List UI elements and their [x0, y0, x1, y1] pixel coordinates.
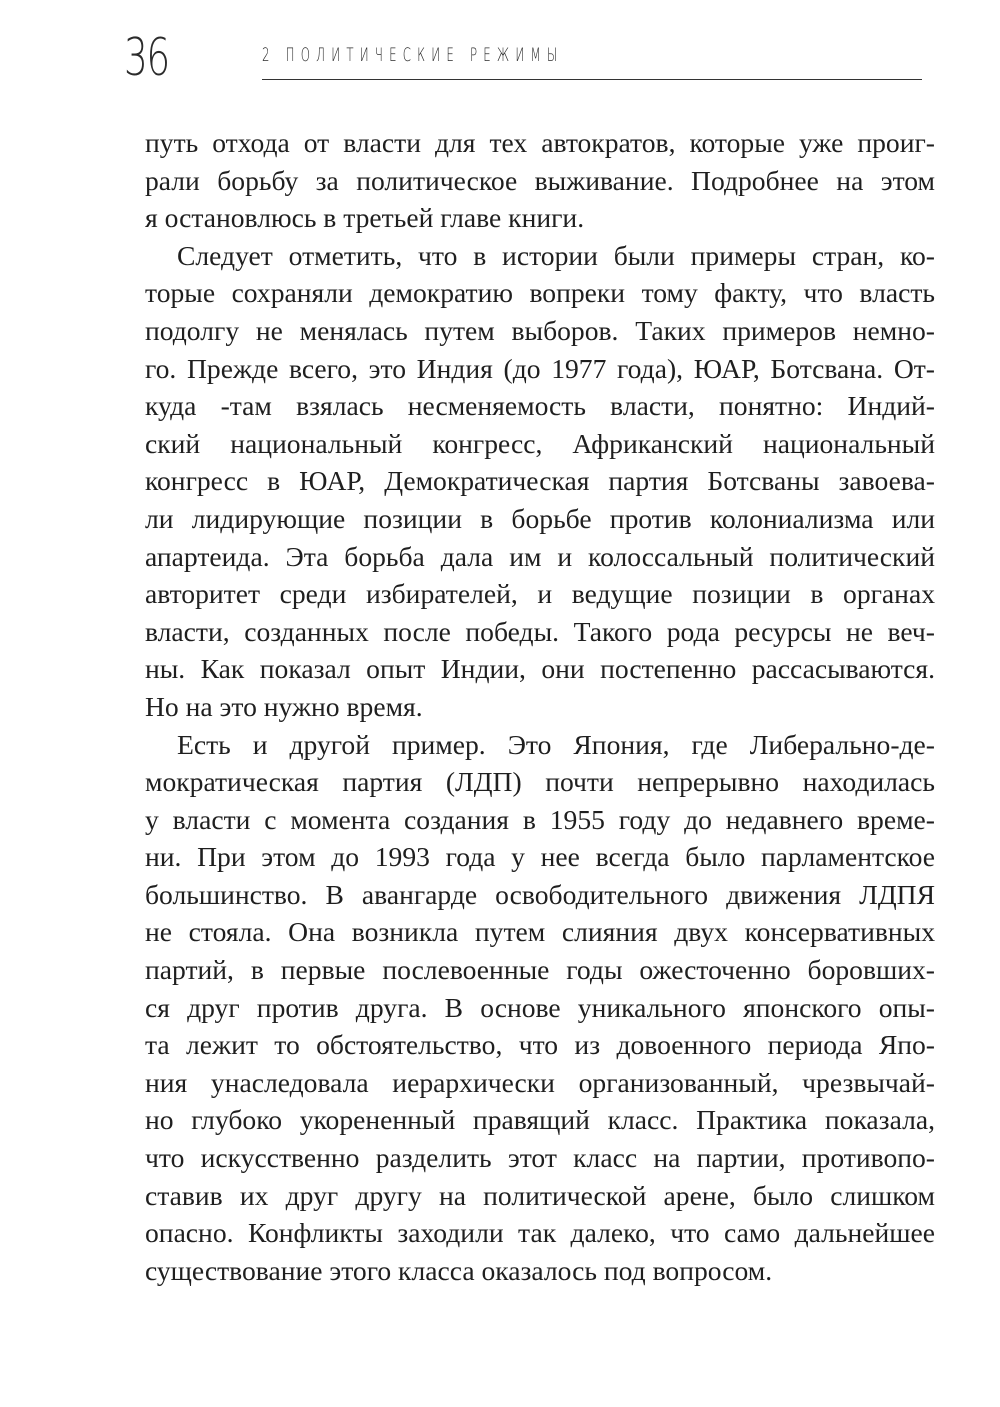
text-line: авторитет среди избирателей, и ведущие позиции в органах [145, 578, 935, 610]
text-line: конгресс в ЮАР, Демократическая партия Ботсваны завоева- [145, 465, 935, 497]
text-line: Есть и другой пример. Это Япония, где Либерально-де- [177, 728, 935, 760]
text-line: ли лидирующие позиции в борьбе против колониализма или [145, 502, 935, 534]
text-line: ся друг против друга. В основе уникального японского опы- [145, 991, 935, 1023]
text-line: мократическая партия (ЛДП) почти непрерывно находилась [145, 766, 935, 798]
text-line: го. Прежде всего, это Индия (до 1977 года), ЮАР, Ботсвана. От- [145, 352, 935, 384]
text-line: большинство. В авангарде освободительного движения ЛДПЯ [145, 878, 935, 910]
text-line: ния унаследовала иерархически организованный, чрезвычай- [145, 1066, 935, 1098]
text-line: что искусственно разделить этот класс на партии, противопо- [145, 1142, 935, 1174]
text-line: торые сохраняли демократию вопреки тому факту, что власть [145, 277, 935, 309]
text-line: власти, созданных после победы. Такого рода ресурсы не веч- [145, 615, 935, 647]
body-text [145, 124, 935, 1289]
text-line: Но на это нужно время. [145, 690, 423, 722]
text-line: партий, в первые послевоенные годы ожесточенно боровших- [145, 954, 935, 986]
text-line: ставив их друг другу на политической арене, было слишком [145, 1179, 935, 1211]
text-line: не стояла. Она возникла путем слияния двух консервативных [145, 916, 935, 948]
text-line: я остановлюсь в третьей главе книги. [145, 202, 585, 234]
text-line: существование этого класса оказалось под вопросом. [145, 1254, 773, 1286]
text-line: та лежит то обстоятельство, что из довоенного периода Япо- [145, 1029, 935, 1061]
text-line: ский национальный конгресс, Африканский национальный [145, 427, 935, 459]
text-line: рали борьбу за политическое выживание. Подробнее на этом [145, 164, 935, 196]
paragraph-1 [145, 124, 935, 237]
header-rule [262, 79, 922, 80]
paragraph-3 [145, 726, 935, 1290]
text-line: куда -там взялась несменяемость власти, понятно: Индий- [145, 390, 935, 422]
text-line: ны. Как показал опыт Индии, они постепенно рассасываются. [145, 653, 935, 685]
text-line: ни. При этом до 1993 года у нее всегда было парламентское [145, 841, 935, 873]
text-line: Следует отметить, что в истории были примеры стран, ко- [177, 239, 935, 271]
running-head: 2 ПОЛИТИЧЕСКИЕ РЕЖИМЫ [262, 44, 564, 66]
text-line: опасно. Конфликты заходили так далеко, что само дальнейшее [145, 1217, 935, 1249]
paragraph-2 [145, 237, 935, 726]
page-number: 36 [124, 28, 169, 88]
text-line: подолгу не менялась путем выборов. Таких примеров немно- [145, 314, 935, 346]
text-line: у власти с момента создания в 1955 году до недавнего време- [145, 803, 935, 835]
text-line: путь отхода от власти для тех автократов, которые уже проиг- [145, 127, 935, 158]
text-line: но глубоко укорененный правящий класс. Практика показала, [145, 1104, 935, 1136]
text-line: апартеида. Эта борьба дала им и колоссальный политический [145, 540, 935, 572]
